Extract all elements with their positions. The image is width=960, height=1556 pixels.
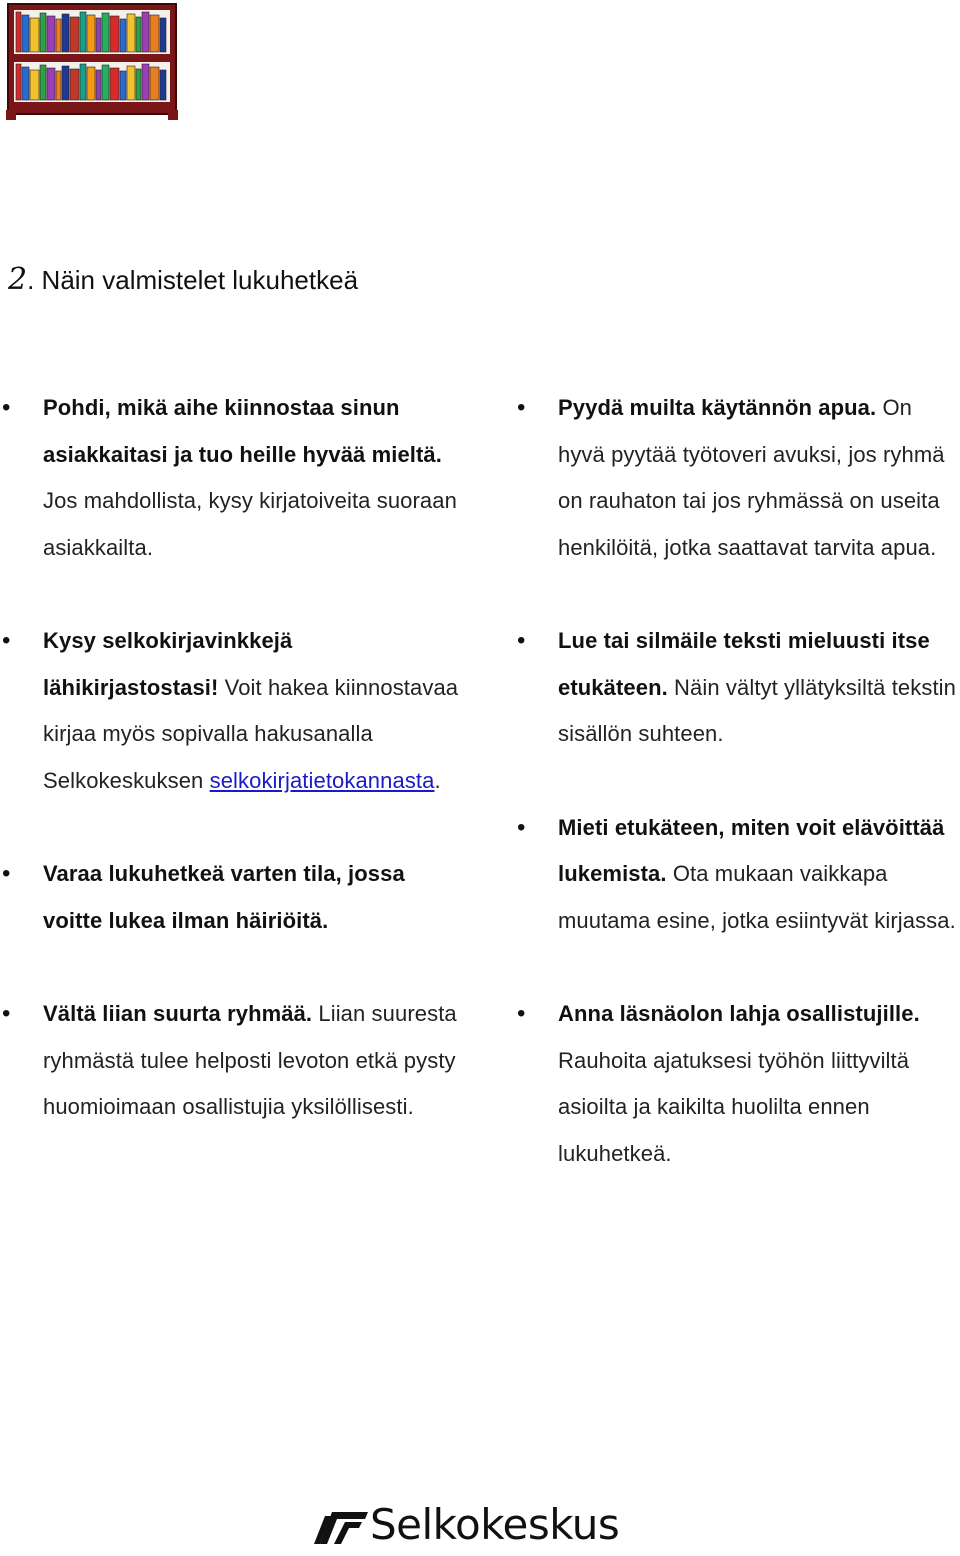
book-spine [22, 67, 29, 100]
list-item [515, 991, 960, 1177]
list-item [515, 385, 960, 571]
item-emphasis: Anna läsnäolon lahja osallistujille. [558, 1001, 920, 1026]
item-text: Rauhoita ajatuksesi työhön liittyviltä asioilta ja kaikilta huolilta ennen lukuhetkeä. [558, 1047, 910, 1166]
bullet-icon: • [2, 860, 11, 887]
book-spine [22, 15, 29, 52]
item-emphasis: Mieti etukäteen, miten voit elävöittää lukemista. [558, 814, 945, 886]
book-spine [120, 19, 126, 52]
book-spine [40, 65, 46, 100]
book-spine [56, 19, 61, 52]
item-text-end: . [434, 767, 441, 793]
list-item [515, 618, 960, 758]
bullet-icon: • [517, 1000, 526, 1027]
book-spine [62, 14, 69, 52]
item-text: Liian suuresta ryhmästä tulee helposti levoton etkä pysty huomioimaan osallistujia yksilöllisesti. [43, 1001, 457, 1119]
item-text: Voit hakea kiinnostavaa kirjaa myös sopivalla hakusanalla Selkokeskuksen [43, 674, 459, 793]
book-spine [160, 18, 166, 52]
item-emphasis: Lue tai silmäile teksti mieluusti itse etukäteen. [558, 628, 930, 700]
list-item [0, 851, 470, 944]
book-spine [150, 67, 159, 100]
database-link[interactable]: selkokirjatietokannasta [209, 767, 435, 793]
item-text: On hyvä pyytää työtoveri avuksi, jos ryhmä on rauhaton tai jos ryhmässä on useita henkilöitä, jotka saattavat tarvita apua. [558, 395, 945, 560]
item-text: Ota mukaan vaikkapa muutama esine, jotka esiintyvät kirjassa. [558, 861, 956, 933]
book-spine [47, 16, 55, 52]
item-emphasis: Pyydä muilta käytännön apua. [558, 395, 877, 420]
bullet-icon: • [2, 627, 11, 654]
book-spine [80, 12, 86, 52]
bookshelf-illustration-icon [6, 2, 178, 120]
section-number: 2 [8, 262, 28, 297]
book-spine [40, 13, 46, 52]
book-spine [127, 66, 135, 100]
book-spine [102, 13, 109, 52]
book-spine [30, 18, 39, 52]
item-emphasis: Kysy selkokirjavinkkejä lähikirjastostasi! [43, 628, 293, 700]
bullet-icon: • [517, 813, 526, 841]
item-text: Näin vältyt yllätyksiltä tekstin sisällön suhteen. [558, 674, 956, 746]
selkokeskus-logo-mark-icon [312, 1508, 368, 1546]
list-item [0, 618, 470, 804]
list-item [0, 385, 470, 571]
book-spine [56, 71, 61, 100]
book-spine [160, 70, 166, 100]
item-text: Jos mahdollista, kysy kirjatoiveita suoraan asiakkailta. [43, 488, 457, 560]
book-spine [96, 70, 101, 100]
book-spine [96, 18, 101, 52]
book-spine [80, 64, 86, 100]
book-spine [142, 12, 149, 52]
item-emphasis: Pohdi, mikä aihe kiinnostaa sinun asiakkaitasi ja tuo heille hyvää mieltä. [43, 395, 442, 467]
book-spine [70, 69, 79, 100]
book-spine [87, 15, 95, 52]
bullet-icon: • [517, 394, 526, 421]
logo-wordmark: Selkokeskus [370, 1500, 620, 1549]
book-spine [102, 65, 109, 100]
book-spine [87, 67, 95, 100]
list-item [0, 991, 470, 1131]
item-emphasis: Vältä liian suurta ryhmää. [43, 1001, 313, 1026]
book-spine [120, 71, 126, 100]
book-spine [150, 15, 159, 52]
book-spine [136, 69, 141, 100]
book-spine [16, 12, 21, 52]
book-spine [70, 17, 79, 52]
section-heading [8, 262, 358, 297]
section-title: . Näin valmistelet lukuhetkeä [27, 265, 359, 295]
book-spine [136, 17, 141, 52]
book-spine [127, 14, 135, 52]
left-checklist [0, 385, 470, 1178]
right-checklist [515, 385, 960, 1224]
book-spine [30, 70, 39, 100]
bullet-icon: • [2, 1000, 11, 1027]
book-spine [16, 64, 21, 100]
bullet-icon: • [517, 627, 526, 654]
book-spine [110, 68, 119, 100]
item-emphasis: Varaa lukuhetkeä varten tila, jossa voitte lukea ilman häiriöitä. [43, 861, 405, 933]
book-spine [47, 68, 55, 100]
book-spine [110, 16, 119, 52]
book-spine [62, 66, 69, 100]
list-item [515, 805, 960, 945]
book-spine [142, 64, 149, 100]
bullet-icon: • [2, 394, 11, 421]
